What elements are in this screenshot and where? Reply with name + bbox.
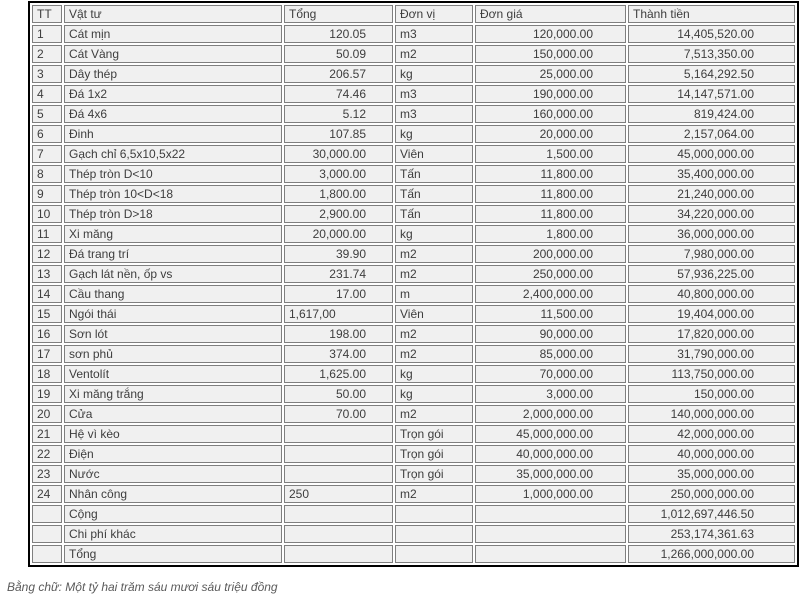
cell-tt — [32, 545, 62, 563]
cell-don_vi: m3 — [395, 25, 473, 43]
cell-tt: 20 — [32, 405, 62, 423]
cell-thanh_tien: 1,266,000,000.00 — [628, 545, 795, 563]
cell-vat_tu: Nhân công — [64, 485, 282, 503]
cell-tt: 16 — [32, 325, 62, 343]
cell-tt — [32, 525, 62, 543]
table-row — [32, 365, 795, 383]
cell-thanh_tien: 31,790,000.00 — [628, 345, 795, 363]
cell-don_gia: 35,000,000.00 — [475, 465, 626, 483]
column-header-tt: TT — [32, 5, 62, 23]
cell-tt: 3 — [32, 65, 62, 83]
cell-tong: 107.85 — [284, 125, 393, 143]
table-row — [32, 265, 795, 283]
column-header-tong: Tổng — [284, 5, 393, 23]
cell-don_gia: 190,000.00 — [475, 85, 626, 103]
cell-thanh_tien: 17,820,000.00 — [628, 325, 795, 343]
cell-don_gia: 85,000.00 — [475, 345, 626, 363]
cell-tong: 50.09 — [284, 45, 393, 63]
cell-tong: 3,000.00 — [284, 165, 393, 183]
cost-table-container — [28, 1, 799, 567]
cell-vat_tu: Ngói thái — [64, 305, 282, 323]
cell-don_gia: 1,500.00 — [475, 145, 626, 163]
cell-tong — [284, 525, 393, 543]
cell-tt: 2 — [32, 45, 62, 63]
cell-tong — [284, 545, 393, 563]
cell-don_gia: 45,000,000.00 — [475, 425, 626, 443]
cell-vat_tu: Xi măng — [64, 225, 282, 243]
column-header-vat_tu: Vật tư — [64, 5, 282, 23]
cell-don_gia: 25,000.00 — [475, 65, 626, 83]
cell-tong: 120.05 — [284, 25, 393, 43]
cell-vat_tu: Đá trang trí — [64, 245, 282, 263]
cell-don_vi: m2 — [395, 245, 473, 263]
column-header-don_vi: Đơn vị — [395, 5, 473, 23]
cell-don_gia: 70,000.00 — [475, 365, 626, 383]
header-row — [32, 5, 795, 23]
cell-tong: 1,617,00 — [284, 305, 393, 323]
cell-thanh_tien: 150,000.00 — [628, 385, 795, 403]
cell-vat_tu: Đá 4x6 — [64, 105, 282, 123]
cell-don_gia — [475, 545, 626, 563]
cell-don_vi: Trọn gói — [395, 465, 473, 483]
table-row — [32, 465, 795, 483]
cell-don_vi: m2 — [395, 325, 473, 343]
cell-thanh_tien: 7,980,000.00 — [628, 245, 795, 263]
table-row — [32, 285, 795, 303]
cell-don_gia: 150,000.00 — [475, 45, 626, 63]
cell-don_gia: 160,000.00 — [475, 105, 626, 123]
cell-thanh_tien: 250,000,000.00 — [628, 485, 795, 503]
cell-tong: 20,000.00 — [284, 225, 393, 243]
cell-thanh_tien: 14,147,571.00 — [628, 85, 795, 103]
cell-vat_tu: Đinh — [64, 125, 282, 143]
cell-tong: 2,900.00 — [284, 205, 393, 223]
cell-tt: 1 — [32, 25, 62, 43]
cell-tong: 1,625.00 — [284, 365, 393, 383]
cell-don_vi: Trọn gói — [395, 425, 473, 443]
cell-tong: 231.74 — [284, 265, 393, 283]
cell-don_gia: 120,000.00 — [475, 25, 626, 43]
cell-tt: 14 — [32, 285, 62, 303]
cell-don_gia: 11,800.00 — [475, 165, 626, 183]
cell-tt: 7 — [32, 145, 62, 163]
cell-tt: 6 — [32, 125, 62, 143]
cell-don_gia: 200,000.00 — [475, 245, 626, 263]
cell-vat_tu: Điện — [64, 445, 282, 463]
cell-tong: 30,000.00 — [284, 145, 393, 163]
cell-tong — [284, 505, 393, 523]
table-row — [32, 205, 795, 223]
cell-don_vi: kg — [395, 65, 473, 83]
table-row — [32, 345, 795, 363]
table-row — [32, 65, 795, 83]
cell-don_vi — [395, 545, 473, 563]
cell-tong — [284, 425, 393, 443]
cell-vat_tu: Sơn lót — [64, 325, 282, 343]
cell-vat_tu: Xi măng trắng — [64, 385, 282, 403]
cell-vat_tu: Dây thép — [64, 65, 282, 83]
cell-tong — [284, 465, 393, 483]
cell-vat_tu: Thép tròn 10<D<18 — [64, 185, 282, 203]
cell-don_gia: 2,400,000.00 — [475, 285, 626, 303]
cell-don_vi: m2 — [395, 485, 473, 503]
cell-tt: 23 — [32, 465, 62, 483]
cell-tong: 250 — [284, 485, 393, 503]
cell-tt: 17 — [32, 345, 62, 363]
cell-don_gia: 90,000.00 — [475, 325, 626, 343]
table-row — [32, 385, 795, 403]
table-body — [32, 25, 795, 563]
table-row — [32, 405, 795, 423]
table-row — [32, 125, 795, 143]
cell-don_gia: 40,000,000.00 — [475, 445, 626, 463]
cell-tt: 19 — [32, 385, 62, 403]
column-header-thanh_tien: Thành tiền — [628, 5, 795, 23]
cell-tt: 13 — [32, 265, 62, 283]
cell-vat_tu: Cửa — [64, 405, 282, 423]
cell-tong: 374.00 — [284, 345, 393, 363]
cell-vat_tu: Ventolít — [64, 365, 282, 383]
cell-thanh_tien: 40,000,000.00 — [628, 445, 795, 463]
cell-tt: 9 — [32, 185, 62, 203]
table-row — [32, 185, 795, 203]
table-row — [32, 425, 795, 443]
cell-don_vi: m2 — [395, 45, 473, 63]
cell-don_vi: m3 — [395, 105, 473, 123]
cell-don_vi: Trọn gói — [395, 445, 473, 463]
cell-tt: 15 — [32, 305, 62, 323]
cell-don_gia: 3,000.00 — [475, 385, 626, 403]
cell-don_vi: m2 — [395, 405, 473, 423]
cell-don_gia: 11,800.00 — [475, 205, 626, 223]
cell-tt — [32, 505, 62, 523]
cell-don_vi: m2 — [395, 345, 473, 363]
cell-tt: 18 — [32, 365, 62, 383]
cell-vat_tu: Thép tròn D<10 — [64, 165, 282, 183]
cell-don_vi — [395, 525, 473, 543]
cell-tt: 10 — [32, 205, 62, 223]
table-row — [32, 305, 795, 323]
cell-vat_tu: Nước — [64, 465, 282, 483]
table-row — [32, 85, 795, 103]
table-row — [32, 325, 795, 343]
cell-don_gia: 11,500.00 — [475, 305, 626, 323]
cell-tt: 5 — [32, 105, 62, 123]
cell-thanh_tien: 19,404,000.00 — [628, 305, 795, 323]
cell-tong: 5.12 — [284, 105, 393, 123]
cell-tong: 70.00 — [284, 405, 393, 423]
table-row — [32, 105, 795, 123]
cell-don_vi: Tấn — [395, 185, 473, 203]
cell-vat_tu: Thép tròn D>18 — [64, 205, 282, 223]
table-row — [32, 225, 795, 243]
cell-don_gia: 1,800.00 — [475, 225, 626, 243]
cell-tong: 39.90 — [284, 245, 393, 263]
cell-tt: 22 — [32, 445, 62, 463]
cell-don_gia — [475, 505, 626, 523]
cell-thanh_tien: 2,157,064.00 — [628, 125, 795, 143]
cell-tt: 12 — [32, 245, 62, 263]
cell-tong: 198.00 — [284, 325, 393, 343]
cell-don_vi: kg — [395, 385, 473, 403]
cell-vat_tu: Cộng — [64, 505, 282, 523]
cell-thanh_tien: 35,400,000.00 — [628, 165, 795, 183]
cell-don_vi: Tấn — [395, 205, 473, 223]
cell-thanh_tien: 21,240,000.00 — [628, 185, 795, 203]
cell-thanh_tien: 36,000,000.00 — [628, 225, 795, 243]
cell-thanh_tien: 57,936,225.00 — [628, 265, 795, 283]
cell-vat_tu: Cát mịn — [64, 25, 282, 43]
cell-vat_tu: Gạch chỉ 6,5x10,5x22 — [64, 145, 282, 163]
cell-don_vi: m2 — [395, 265, 473, 283]
materials-cost-table — [28, 1, 799, 567]
table-row — [32, 245, 795, 263]
cell-tong: 206.57 — [284, 65, 393, 83]
cell-tt: 4 — [32, 85, 62, 103]
cell-tt: 8 — [32, 165, 62, 183]
cell-tong: 1,800.00 — [284, 185, 393, 203]
cell-thanh_tien: 40,800,000.00 — [628, 285, 795, 303]
cell-don_vi: Tấn — [395, 165, 473, 183]
table-row — [32, 485, 795, 503]
cell-vat_tu: Đá 1x2 — [64, 85, 282, 103]
cell-thanh_tien: 14,405,520.00 — [628, 25, 795, 43]
cell-don_gia: 11,800.00 — [475, 185, 626, 203]
cell-thanh_tien: 7,513,350.00 — [628, 45, 795, 63]
cell-thanh_tien: 34,220,000.00 — [628, 205, 795, 223]
column-header-don_gia: Đơn giá — [475, 5, 626, 23]
table-row — [32, 45, 795, 63]
summary-row — [32, 545, 795, 563]
cell-don_gia: 2,000,000.00 — [475, 405, 626, 423]
cell-tt: 11 — [32, 225, 62, 243]
cell-thanh_tien: 113,750,000.00 — [628, 365, 795, 383]
cell-thanh_tien: 5,164,292.50 — [628, 65, 795, 83]
summary-row — [32, 505, 795, 523]
cell-tong: 74.46 — [284, 85, 393, 103]
cell-don_gia: 1,000,000.00 — [475, 485, 626, 503]
cell-tt: 24 — [32, 485, 62, 503]
cell-don_vi: kg — [395, 225, 473, 243]
cell-vat_tu: Cát Vàng — [64, 45, 282, 63]
cell-don_gia: 250,000.00 — [475, 265, 626, 283]
table-row — [32, 165, 795, 183]
cell-don_vi: m3 — [395, 85, 473, 103]
cell-thanh_tien: 35,000,000.00 — [628, 465, 795, 483]
cell-vat_tu: sơn phủ — [64, 345, 282, 363]
table-row — [32, 445, 795, 463]
cell-don_vi: Viên — [395, 145, 473, 163]
amount-in-words-note: Bằng chữ: Một tỷ hai trăm sáu mươi sáu triệu đồng — [7, 580, 278, 594]
cell-don_gia: 20,000.00 — [475, 125, 626, 143]
summary-row — [32, 525, 795, 543]
cell-tt: 21 — [32, 425, 62, 443]
cell-don_vi: kg — [395, 125, 473, 143]
cell-don_gia — [475, 525, 626, 543]
cell-tong — [284, 445, 393, 463]
cell-don_vi — [395, 505, 473, 523]
cell-thanh_tien: 45,000,000.00 — [628, 145, 795, 163]
cell-tong: 50.00 — [284, 385, 393, 403]
cell-vat_tu: Tổng — [64, 545, 282, 563]
cell-thanh_tien: 1,012,697,446.50 — [628, 505, 795, 523]
cell-thanh_tien: 42,000,000.00 — [628, 425, 795, 443]
cell-don_vi: kg — [395, 365, 473, 383]
cell-vat_tu: Chi phí khác — [64, 525, 282, 543]
cell-vat_tu: Gạch lát nền, ốp vs — [64, 265, 282, 283]
table-row — [32, 145, 795, 163]
cell-don_vi: m — [395, 285, 473, 303]
cell-don_vi: Viên — [395, 305, 473, 323]
cell-thanh_tien: 819,424.00 — [628, 105, 795, 123]
cell-thanh_tien: 253,174,361.63 — [628, 525, 795, 543]
cell-thanh_tien: 140,000,000.00 — [628, 405, 795, 423]
cell-vat_tu: Cầu thang — [64, 285, 282, 303]
cell-tong: 17.00 — [284, 285, 393, 303]
table-row — [32, 25, 795, 43]
cell-vat_tu: Hệ vì kèo — [64, 425, 282, 443]
